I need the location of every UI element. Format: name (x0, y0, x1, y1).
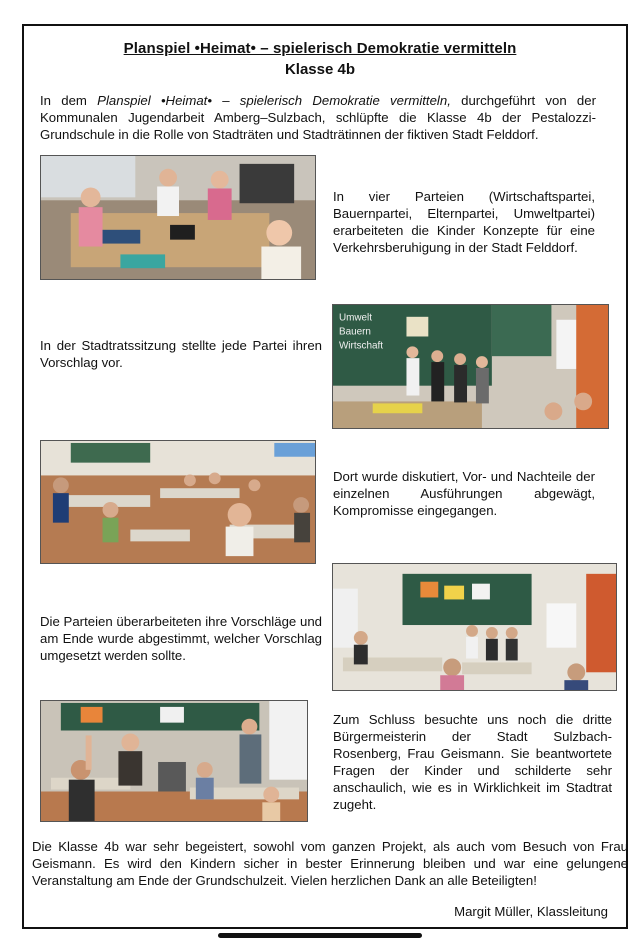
section-text-3: Dort wurde diskutiert, Vor- und Nachteile der einzelnen Ausführungen abgewägt, Kompromisse eingegangen. (333, 469, 595, 518)
photo-chalkboard-presentation (332, 304, 609, 429)
section-text-2: In der Stadtratssitzung stellte jede Partei ihren Vorschlag vor. (40, 338, 322, 370)
photo-group-table (40, 155, 316, 280)
header (0, 40, 640, 78)
intro-italic-title: Planspiel •Heimat• – spielerisch Demokratie vermitteln, (97, 93, 451, 108)
photo-classroom-voting (332, 563, 617, 691)
signature: Margit Müller, Klassleitung (454, 904, 608, 919)
chalk-word-umwelt: Umwelt (338, 312, 373, 324)
closing-paragraph: Die Klasse 4b war sehr begeistert, sowohl vom ganzen Projekt, als auch vom Besuch von Frau Geismann. Es wird den Kindern sicher in bester Erinnerung bleiben und war eine gelungene Veranstaltung am Ende der Grundschulzeit. Vielen herzlichen Dank an alle Beteiligten! (32, 839, 628, 888)
section-text-5: Zum Schluss besuchte uns noch die dritte Bürgermeisterin der Stadt Sulzbach-Rosenberg, Frau Geismann. Sie beantwortete Fragen der Kinder und schilderte sehr anschaulich, wie es in Wirklichkeit im Stadtrat zugeht. (333, 712, 612, 812)
section-text-1: In vier Parteien (Wirtschaftspartei, Bauernpartei, Elternpartei, Umweltpartei) erarbeiteten die Kinder Konzepte für eine Verkehrsberuhigung in der Stadt Felddorf. (333, 189, 595, 255)
intro-prefix: In dem (40, 93, 98, 108)
page-title: Planspiel •Heimat• – spielerisch Demokratie vermitteln (123, 40, 517, 57)
intro-suffix: durchgeführt von der Kommunalen Jugendarbeit Amberg–Sulzbach, schlüpfte die Klasse 4b der Pestalozzi-Grundschule in die Rolle von Stadträten und Stadträtinnen der fiktiven Stadt Felddorf. (40, 93, 596, 142)
page-subtitle: Klasse 4b (284, 61, 356, 78)
chalk-word-wirtschaft: Wirtschaft (338, 340, 384, 352)
photo-classroom-discussion (40, 440, 316, 564)
chalk-word-bauern: Bauern (338, 326, 371, 338)
intro-paragraph (40, 92, 596, 143)
home-indicator-bar[interactable] (218, 933, 422, 938)
photo-mayor-visit (40, 700, 308, 822)
section-text-4: Die Parteien überarbeiteten ihre Vorschläge und am Ende wurde abgestimmt, welcher Vorschlag umgesetzt werden sollte. (40, 614, 322, 663)
